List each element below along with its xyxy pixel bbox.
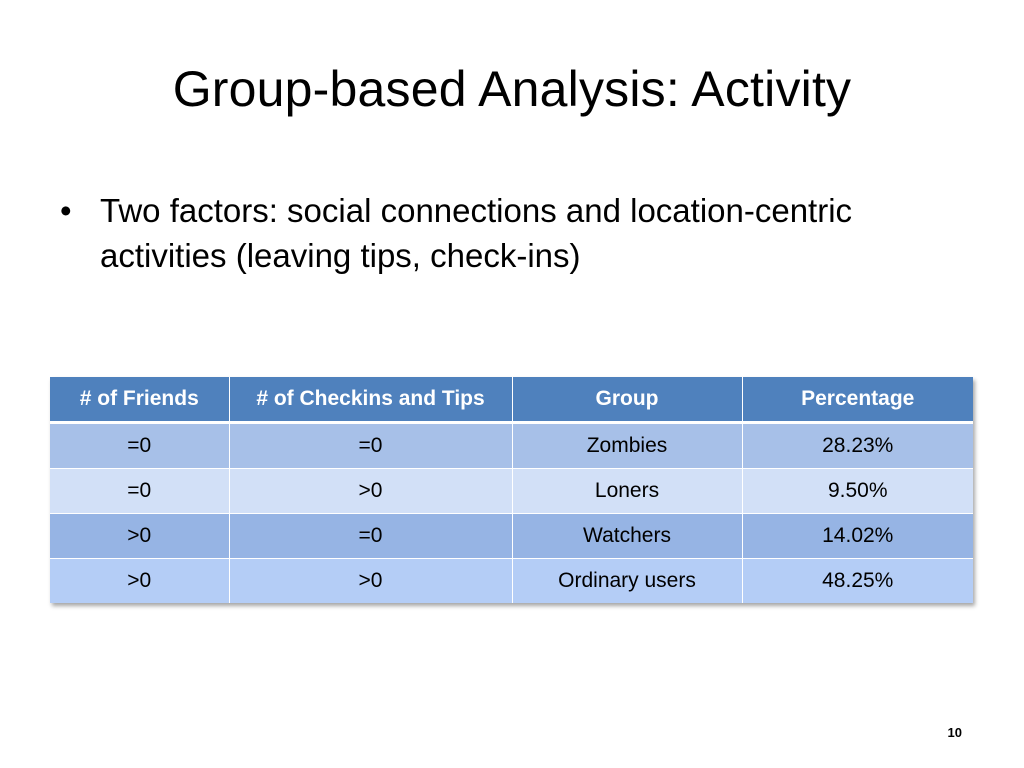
header-checkins-tips: # of Checkins and Tips (229, 377, 512, 423)
cell-percentage: 28.23% (742, 423, 973, 469)
header-friends: # of Friends (50, 377, 229, 423)
cell-friends: =0 (50, 423, 229, 469)
cell-group: Zombies (512, 423, 742, 469)
bullet-item (58, 188, 958, 278)
activity-table-container (50, 377, 973, 603)
cell-checkins-tips: >0 (229, 469, 512, 514)
bullet-dot-icon: • (60, 192, 72, 229)
cell-friends: =0 (50, 469, 229, 514)
table-row (50, 469, 973, 514)
cell-percentage: 48.25% (742, 559, 973, 604)
cell-friends: >0 (50, 559, 229, 604)
cell-group: Watchers (512, 514, 742, 559)
header-percentage: Percentage (742, 377, 973, 423)
cell-percentage: 14.02% (742, 514, 973, 559)
header-group: Group (512, 377, 742, 423)
cell-checkins-tips: =0 (229, 514, 512, 559)
table-row (50, 514, 973, 559)
table-row (50, 559, 973, 604)
cell-checkins-tips: =0 (229, 423, 512, 469)
table-row (50, 423, 973, 469)
cell-friends: >0 (50, 514, 229, 559)
cell-group: Loners (512, 469, 742, 514)
bullet-text: Two factors: social connections and location-centric activities (leaving tips, check-ins) (100, 192, 853, 275)
slide-title: Group-based Analysis: Activity (172, 61, 852, 117)
page-number: 10 (947, 725, 962, 740)
table-header-row (50, 377, 973, 423)
cell-checkins-tips: >0 (229, 559, 512, 604)
activity-table (50, 377, 973, 603)
bullet-list (58, 188, 958, 278)
cell-percentage: 9.50% (742, 469, 973, 514)
cell-group: Ordinary users (512, 559, 742, 604)
